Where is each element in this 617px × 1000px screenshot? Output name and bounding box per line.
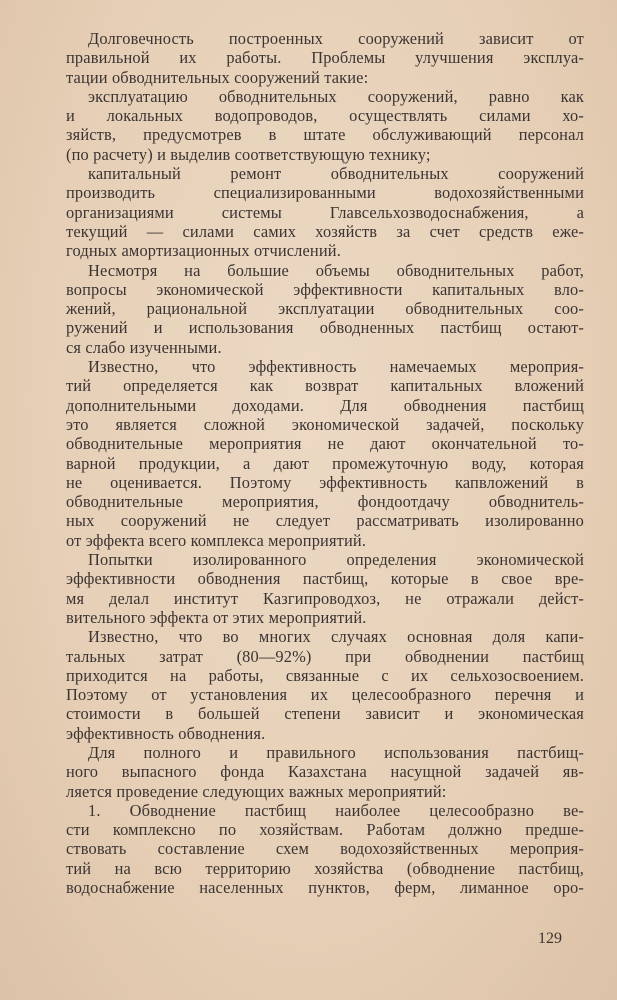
text-line: 1. Обводнение пастбищ наиболее целесообразно ве-	[88, 800, 584, 820]
text-line: эксплуатацию обводнительных сооружений, равно как	[88, 86, 584, 106]
paragraph	[66, 29, 584, 87]
paragraph	[66, 627, 584, 743]
text-line: жений, рациональной эксплуатации обводнительных соо-	[66, 299, 584, 319]
text-line: Несмотря на большие объемы обводнительных работ,	[88, 260, 584, 280]
text-line: Для полного и правильного использования пастбищ-	[88, 742, 584, 762]
text-line: мя делал институт Казгипроводхоз, не отражали дейст-	[66, 588, 584, 608]
paragraph	[66, 164, 584, 260]
text-line: Попытки изолированного определения экономической	[88, 550, 584, 570]
text-line: дополнительными доходами. Для обводнения пастбищ	[66, 395, 584, 415]
paragraph	[66, 261, 584, 357]
text-line: ного выпасного фонда Казахстана насущной задачей яв-	[66, 762, 584, 782]
page-body	[66, 29, 584, 897]
text-line: правильной их работы. Проблемы улучшения эксплуа-	[66, 48, 584, 68]
text-line: ствовать составление схем водохозяйственных мероприя-	[66, 839, 584, 859]
text-line: вительного эффекта от этих мероприятий.	[66, 607, 367, 627]
text-line: эффективность обводнения.	[66, 723, 266, 743]
paragraph	[66, 357, 584, 550]
text-line: это является сложной экономической задачей, поскольку	[66, 414, 584, 434]
text-line: не оценивается. Поэтому эффективность капвложений в	[66, 472, 584, 492]
text-line: обводнительные мероприятия, фондоотдачу обводнитель-	[66, 492, 584, 512]
text-line: производить специализированными водохозяйственными	[66, 183, 584, 203]
text-line: варной продукции, а дают промежуточную воду, которая	[66, 453, 584, 473]
text-line: тации обводнительных сооружений такие:	[66, 67, 369, 87]
text-line: приходится на работы, связанные с их сельхозосвоением.	[66, 665, 584, 685]
text-line: тальных затрат (80—92%) при обводнении пастбищ	[66, 646, 584, 666]
text-line: стоимости в большей степени зависит и экономическая	[66, 704, 584, 724]
page-number: 129	[538, 930, 562, 947]
text-line: Поэтому от установления их целесообразного перечня и	[66, 685, 584, 705]
text-line: организациями системы Главсельхозводоснабжения, а	[66, 202, 584, 222]
text-line: ных сооружений не следует рассматривать изолированно	[66, 511, 584, 531]
text-line: Известно, что эффективность намечаемых мероприя-	[88, 357, 584, 377]
text-line: (по расчету) и выделив соответствующую технику;	[66, 144, 431, 164]
text-line: Долговечность построенных сооружений зависит от	[88, 29, 584, 48]
text-line: зяйств, предусмотрев в штате обслуживающий персонал	[66, 125, 584, 145]
paragraph	[66, 743, 584, 801]
text-line: ляется проведение следующих важных мероприятий:	[66, 781, 447, 801]
text-line: ся слабо изученными.	[66, 337, 222, 357]
text-line: водоснабжение населенных пунктов, ферм, лиманное оро-	[66, 878, 584, 898]
text-line: годных амортизационных отчислений.	[66, 241, 341, 261]
text-line: обводнительные мероприятия не дают окончательной то-	[66, 434, 584, 454]
paragraph	[66, 550, 584, 627]
text-line: ружений и использования обводненных пастбищ остают-	[66, 318, 584, 338]
text-line: Известно, что во многих случаях основная доля капи-	[88, 627, 584, 647]
text-line: сти комплексно по хозяйствам. Работам должно предше-	[66, 820, 584, 840]
text-line: вопросы экономической эффективности капитальных вло-	[66, 279, 584, 299]
text-line: тий определяется как возврат капитальных вложений	[66, 376, 584, 396]
text-line: эффективности обводнения пастбищ, которые в свое вре-	[66, 569, 584, 589]
text-line: капитальный ремонт обводнительных сооружений	[88, 164, 584, 184]
paragraph	[66, 801, 584, 897]
text-line: текущий — силами самих хозяйств за счет средств еже-	[66, 221, 584, 241]
text-line: тий на всю территорию хозяйства (обводнение пастбищ,	[66, 858, 584, 878]
text-line: от эффекта всего комплекса мероприятий.	[66, 530, 367, 550]
text-line: и локальных водопроводов, осуществлять силами хо-	[66, 106, 584, 126]
paragraph	[66, 87, 584, 164]
